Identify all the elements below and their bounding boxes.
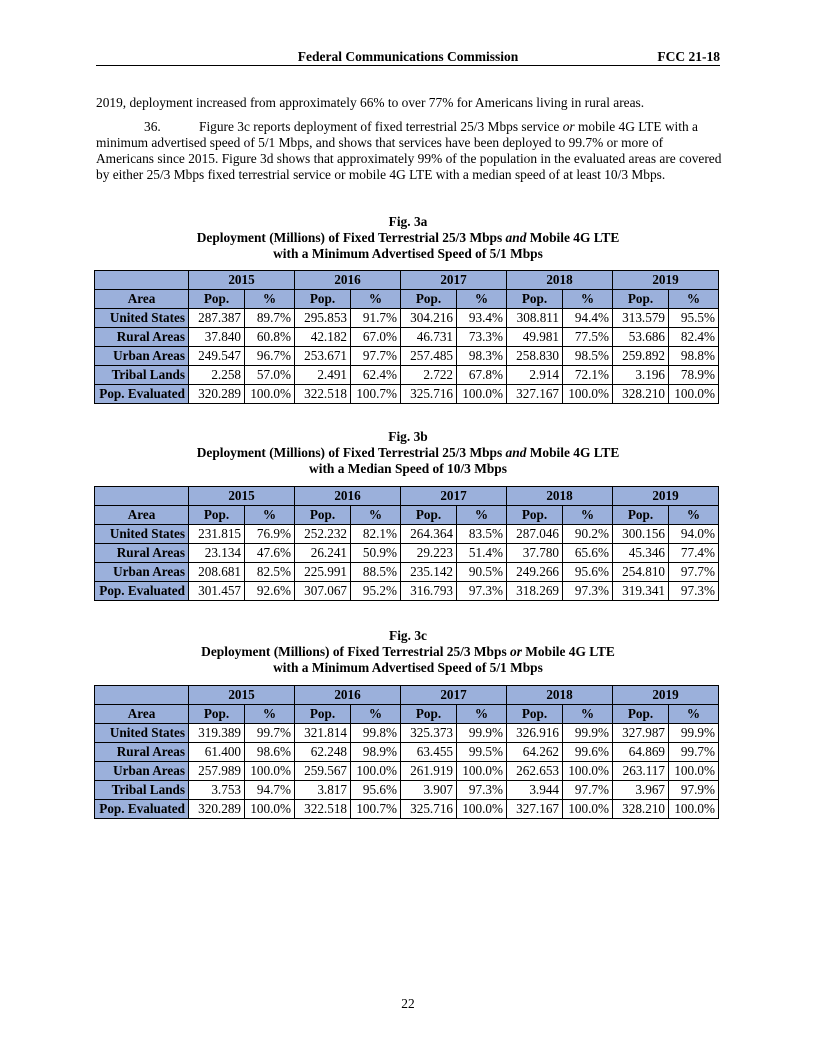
pct-header: %	[351, 506, 401, 525]
pct-cell: 65.6%	[563, 544, 613, 563]
pct-cell: 99.9%	[457, 724, 507, 743]
fig3b-title	[92, 445, 724, 461]
pct-cell: 82.5%	[245, 563, 295, 582]
pct-header: %	[563, 705, 613, 724]
row-area-label: United States	[95, 525, 189, 544]
paragraph-continued: 2019, deployment increased from approximately 66% to over 77% for Americans living in rural areas.	[96, 95, 645, 110]
fig3a-title-pre: Deployment (Millions) of Fixed Terrestrial 25/3 Mbps	[196, 230, 506, 245]
pop-cell: 252.232	[295, 525, 351, 544]
pct-cell: 100.0%	[563, 800, 613, 819]
pct-cell: 99.5%	[457, 743, 507, 762]
pct-cell: 99.8%	[351, 724, 401, 743]
year-header: 2018	[507, 487, 613, 506]
row-area-label: Tribal Lands	[95, 366, 189, 385]
area-header: Area	[95, 290, 189, 309]
paragraph-emphasis: or	[562, 119, 575, 134]
pop-cell: 45.346	[613, 544, 669, 563]
pct-cell: 76.9%	[245, 525, 295, 544]
page-header	[96, 49, 720, 66]
fig3c-caption	[92, 628, 724, 676]
pop-header: Pop.	[401, 506, 457, 525]
pop-cell: 249.547	[189, 347, 245, 366]
fig3b-title-pre: Deployment (Millions) of Fixed Terrestrial 25/3 Mbps	[196, 445, 506, 460]
pct-cell: 100.0%	[669, 385, 719, 404]
pop-cell: 29.223	[401, 544, 457, 563]
pct-cell: 62.4%	[351, 366, 401, 385]
header-doc-id: FCC 21-18	[657, 49, 720, 64]
pct-cell: 100.0%	[669, 762, 719, 781]
header-blank-cell	[95, 487, 189, 506]
pop-cell: 62.248	[295, 743, 351, 762]
pop-cell: 235.142	[401, 563, 457, 582]
pct-header: %	[457, 506, 507, 525]
row-area-label: Rural Areas	[95, 544, 189, 563]
table-row	[95, 366, 719, 385]
pct-cell: 95.6%	[351, 781, 401, 800]
pop-cell: 249.266	[507, 563, 563, 582]
pct-header: %	[669, 506, 719, 525]
pct-cell: 82.1%	[351, 525, 401, 544]
pop-cell: 37.780	[507, 544, 563, 563]
pct-cell: 95.5%	[669, 309, 719, 328]
paragraph-36	[96, 119, 722, 183]
pct-cell: 100.0%	[351, 762, 401, 781]
pct-cell: 77.4%	[669, 544, 719, 563]
fig3b-table	[94, 486, 719, 601]
pct-cell: 83.5%	[457, 525, 507, 544]
pop-cell: 321.814	[295, 724, 351, 743]
fig3b-label: Fig. 3b	[388, 429, 428, 444]
pct-cell: 97.7%	[563, 781, 613, 800]
pop-cell: 313.579	[613, 309, 669, 328]
fig3a-caption	[92, 214, 724, 262]
year-header: 2017	[401, 686, 507, 705]
row-area-label: Pop. Evaluated	[95, 582, 189, 601]
row-area-label: Urban Areas	[95, 347, 189, 366]
pop-cell: 316.793	[401, 582, 457, 601]
pct-cell: 98.9%	[351, 743, 401, 762]
fig3a-year-header-row	[95, 271, 719, 290]
pop-header: Pop.	[295, 290, 351, 309]
fig3a-table	[94, 270, 719, 404]
pop-cell: 46.731	[401, 328, 457, 347]
pop-cell: 3.817	[295, 781, 351, 800]
pop-cell: 61.400	[189, 743, 245, 762]
pop-cell: 63.455	[401, 743, 457, 762]
pop-header: Pop.	[295, 705, 351, 724]
pct-cell: 93.4%	[457, 309, 507, 328]
pop-cell: 49.981	[507, 328, 563, 347]
pct-cell: 100.0%	[457, 385, 507, 404]
pct-header: %	[245, 705, 295, 724]
year-header: 2017	[401, 271, 507, 290]
row-area-label: Urban Areas	[95, 563, 189, 582]
pop-cell: 253.671	[295, 347, 351, 366]
table-row	[95, 724, 719, 743]
pop-cell: 2.491	[295, 366, 351, 385]
row-area-label: Urban Areas	[95, 762, 189, 781]
pop-header: Pop.	[507, 290, 563, 309]
table-row	[95, 781, 719, 800]
year-header: 2015	[189, 271, 295, 290]
pop-cell: 259.567	[295, 762, 351, 781]
year-header: 2016	[295, 271, 401, 290]
pop-cell: 3.196	[613, 366, 669, 385]
header-blank-cell	[95, 271, 189, 290]
pct-header: %	[245, 290, 295, 309]
row-area-label: Rural Areas	[95, 743, 189, 762]
pct-cell: 82.4%	[669, 328, 719, 347]
pct-cell: 97.7%	[351, 347, 401, 366]
pop-cell: 208.681	[189, 563, 245, 582]
pct-header: %	[669, 290, 719, 309]
pct-cell: 97.3%	[563, 582, 613, 601]
pop-cell: 325.716	[401, 385, 457, 404]
pct-cell: 100.0%	[245, 385, 295, 404]
pct-cell: 100.7%	[351, 800, 401, 819]
pop-cell: 2.722	[401, 366, 457, 385]
pct-cell: 100.0%	[563, 762, 613, 781]
pop-cell: 319.341	[613, 582, 669, 601]
table-row	[95, 743, 719, 762]
row-area-label: Tribal Lands	[95, 781, 189, 800]
pop-cell: 319.389	[189, 724, 245, 743]
pct-cell: 99.7%	[669, 743, 719, 762]
pop-cell: 261.919	[401, 762, 457, 781]
pct-cell: 99.9%	[669, 724, 719, 743]
pct-cell: 67.8%	[457, 366, 507, 385]
pop-cell: 259.892	[613, 347, 669, 366]
header-title: Federal Communications Commission	[297, 49, 519, 64]
pop-cell: 328.210	[613, 800, 669, 819]
fig3c-label: Fig. 3c	[389, 628, 427, 643]
year-header: 2016	[295, 487, 401, 506]
row-area-label: Pop. Evaluated	[95, 800, 189, 819]
pct-cell: 99.7%	[245, 724, 295, 743]
fig3c-table	[94, 685, 719, 819]
year-header: 2016	[295, 686, 401, 705]
pop-cell: 53.686	[613, 328, 669, 347]
fig3c-title-pre: Deployment (Millions) of Fixed Terrestrial 25/3 Mbps	[201, 644, 511, 659]
pop-cell: 3.907	[401, 781, 457, 800]
pop-cell: 64.869	[613, 743, 669, 762]
pct-cell: 78.9%	[669, 366, 719, 385]
pct-cell: 97.3%	[457, 582, 507, 601]
pop-cell: 23.134	[189, 544, 245, 563]
pct-cell: 97.3%	[669, 582, 719, 601]
table-row	[95, 762, 719, 781]
pct-cell: 94.4%	[563, 309, 613, 328]
row-area-label: Pop. Evaluated	[95, 385, 189, 404]
pop-cell: 322.518	[295, 800, 351, 819]
pop-header: Pop.	[401, 705, 457, 724]
pop-cell: 64.262	[507, 743, 563, 762]
pct-header: %	[563, 290, 613, 309]
pct-cell: 100.0%	[457, 800, 507, 819]
pct-cell: 90.5%	[457, 563, 507, 582]
fig3c-title-post: Mobile 4G LTE	[521, 644, 615, 659]
pct-cell: 97.9%	[669, 781, 719, 800]
table-row	[95, 328, 719, 347]
pop-cell: 287.046	[507, 525, 563, 544]
pop-cell: 37.840	[189, 328, 245, 347]
fig3a-title	[92, 230, 724, 246]
pct-cell: 67.0%	[351, 328, 401, 347]
area-header: Area	[95, 506, 189, 525]
pct-cell: 50.9%	[351, 544, 401, 563]
fig3a-column-header-row	[95, 290, 719, 309]
pop-cell: 301.457	[189, 582, 245, 601]
pop-header: Pop.	[295, 506, 351, 525]
pct-cell: 73.3%	[457, 328, 507, 347]
area-header: Area	[95, 705, 189, 724]
page-number: 22	[401, 996, 415, 1011]
pop-header: Pop.	[401, 290, 457, 309]
pct-cell: 98.6%	[245, 743, 295, 762]
pct-cell: 96.7%	[245, 347, 295, 366]
fig3b-year-header-row	[95, 487, 719, 506]
year-header: 2018	[507, 271, 613, 290]
fig3c-subtitle: with a Minimum Advertised Speed of 5/1 Mbps	[273, 660, 543, 675]
pop-header: Pop.	[613, 290, 669, 309]
pop-cell: 231.815	[189, 525, 245, 544]
pct-cell: 94.0%	[669, 525, 719, 544]
year-header: 2015	[189, 487, 295, 506]
fig3c-column-header-row	[95, 705, 719, 724]
pct-cell: 95.2%	[351, 582, 401, 601]
year-header: 2019	[613, 487, 719, 506]
row-area-label: Rural Areas	[95, 328, 189, 347]
table-row	[95, 582, 719, 601]
pct-cell: 99.6%	[563, 743, 613, 762]
pct-cell: 98.3%	[457, 347, 507, 366]
pct-cell: 72.1%	[563, 366, 613, 385]
fig3b-title-post: Mobile 4G LTE	[526, 445, 620, 460]
fig3a-title-em: and	[505, 230, 527, 245]
table-row	[95, 544, 719, 563]
pop-cell: 320.289	[189, 800, 245, 819]
pop-cell: 3.753	[189, 781, 245, 800]
pop-cell: 327.167	[507, 800, 563, 819]
fig3c-title	[92, 644, 724, 660]
pct-cell: 100.7%	[351, 385, 401, 404]
fig3b-column-header-row	[95, 506, 719, 525]
pop-cell: 322.518	[295, 385, 351, 404]
pct-cell: 88.5%	[351, 563, 401, 582]
fig3b-title-em: and	[505, 445, 527, 460]
pop-cell: 2.258	[189, 366, 245, 385]
pop-cell: 26.241	[295, 544, 351, 563]
table-row	[95, 347, 719, 366]
pop-cell: 254.810	[613, 563, 669, 582]
paragraph-text-rest: mobile 4G LTE with a minimum advertised speed of 5/1 Mbps, and shows that services have been deployed to 99.7% or more of Americans since 2015. Figure 3d shows that approximately 99% of the population in the evaluated areas are covered by either 25/3 Mbps fixed terrestrial service or mobile 4G LTE with a median speed of at least 10/3 Mbps.	[96, 119, 722, 182]
year-header: 2019	[613, 686, 719, 705]
pct-cell: 47.6%	[245, 544, 295, 563]
pct-cell: 100.0%	[245, 762, 295, 781]
pop-cell: 308.811	[507, 309, 563, 328]
pop-header: Pop.	[189, 290, 245, 309]
pct-cell: 98.5%	[563, 347, 613, 366]
fig3a-label: Fig. 3a	[388, 214, 428, 229]
table-row	[95, 800, 719, 819]
pct-cell: 57.0%	[245, 366, 295, 385]
paragraph-text-start: Figure 3c reports deployment of fixed terrestrial 25/3 Mbps service	[199, 119, 563, 134]
row-area-label: United States	[95, 309, 189, 328]
pop-cell: 263.117	[613, 762, 669, 781]
pop-cell: 327.167	[507, 385, 563, 404]
pct-header: %	[457, 705, 507, 724]
pct-cell: 89.7%	[245, 309, 295, 328]
pop-cell: 300.156	[613, 525, 669, 544]
pop-cell: 325.373	[401, 724, 457, 743]
fig3a-title-post: Mobile 4G LTE	[526, 230, 620, 245]
pct-cell: 100.0%	[245, 800, 295, 819]
pop-header: Pop.	[189, 705, 245, 724]
pop-cell: 42.182	[295, 328, 351, 347]
pop-cell: 3.967	[613, 781, 669, 800]
pct-cell: 90.2%	[563, 525, 613, 544]
pct-cell: 60.8%	[245, 328, 295, 347]
year-header: 2018	[507, 686, 613, 705]
table-row	[95, 309, 719, 328]
fig3a-subtitle: with a Minimum Advertised Speed of 5/1 Mbps	[273, 246, 543, 261]
fig3b-caption	[92, 429, 724, 477]
pop-cell: 287.387	[189, 309, 245, 328]
pop-cell: 304.216	[401, 309, 457, 328]
pop-header: Pop.	[189, 506, 245, 525]
pop-cell: 262.653	[507, 762, 563, 781]
pct-cell: 91.7%	[351, 309, 401, 328]
table-row	[95, 385, 719, 404]
pct-header: %	[351, 290, 401, 309]
pop-cell: 2.914	[507, 366, 563, 385]
pct-header: %	[669, 705, 719, 724]
pop-cell: 328.210	[613, 385, 669, 404]
pop-cell: 327.987	[613, 724, 669, 743]
pct-cell: 99.9%	[563, 724, 613, 743]
pop-cell: 258.830	[507, 347, 563, 366]
pop-cell: 225.991	[295, 563, 351, 582]
fig3c-title-em: or	[510, 644, 522, 659]
pop-header: Pop.	[613, 705, 669, 724]
year-header: 2015	[189, 686, 295, 705]
fig3c-year-header-row	[95, 686, 719, 705]
pct-header: %	[351, 705, 401, 724]
pop-cell: 307.067	[295, 582, 351, 601]
pop-cell: 257.989	[189, 762, 245, 781]
pct-cell: 77.5%	[563, 328, 613, 347]
pop-cell: 320.289	[189, 385, 245, 404]
table-row	[95, 525, 719, 544]
pct-cell: 95.6%	[563, 563, 613, 582]
pop-header: Pop.	[613, 506, 669, 525]
pct-header: %	[457, 290, 507, 309]
table-row	[95, 563, 719, 582]
pop-cell: 257.485	[401, 347, 457, 366]
row-area-label: United States	[95, 724, 189, 743]
pop-cell: 318.269	[507, 582, 563, 601]
pop-header: Pop.	[507, 506, 563, 525]
pct-header: %	[563, 506, 613, 525]
pop-header: Pop.	[507, 705, 563, 724]
pct-cell: 100.0%	[669, 800, 719, 819]
pct-cell: 97.3%	[457, 781, 507, 800]
pct-cell: 100.0%	[457, 762, 507, 781]
pct-header: %	[245, 506, 295, 525]
pct-cell: 100.0%	[563, 385, 613, 404]
pct-cell: 51.4%	[457, 544, 507, 563]
pop-cell: 3.944	[507, 781, 563, 800]
paragraph-number: 36.	[144, 119, 161, 134]
pop-cell: 264.364	[401, 525, 457, 544]
pct-cell: 97.7%	[669, 563, 719, 582]
year-header: 2019	[613, 271, 719, 290]
year-header: 2017	[401, 487, 507, 506]
pop-cell: 295.853	[295, 309, 351, 328]
fig3b-subtitle: with a Median Speed of 10/3 Mbps	[309, 461, 507, 476]
pct-cell: 98.8%	[669, 347, 719, 366]
pop-cell: 325.716	[401, 800, 457, 819]
header-blank-cell	[95, 686, 189, 705]
pct-cell: 92.6%	[245, 582, 295, 601]
pct-cell: 94.7%	[245, 781, 295, 800]
pop-cell: 326.916	[507, 724, 563, 743]
